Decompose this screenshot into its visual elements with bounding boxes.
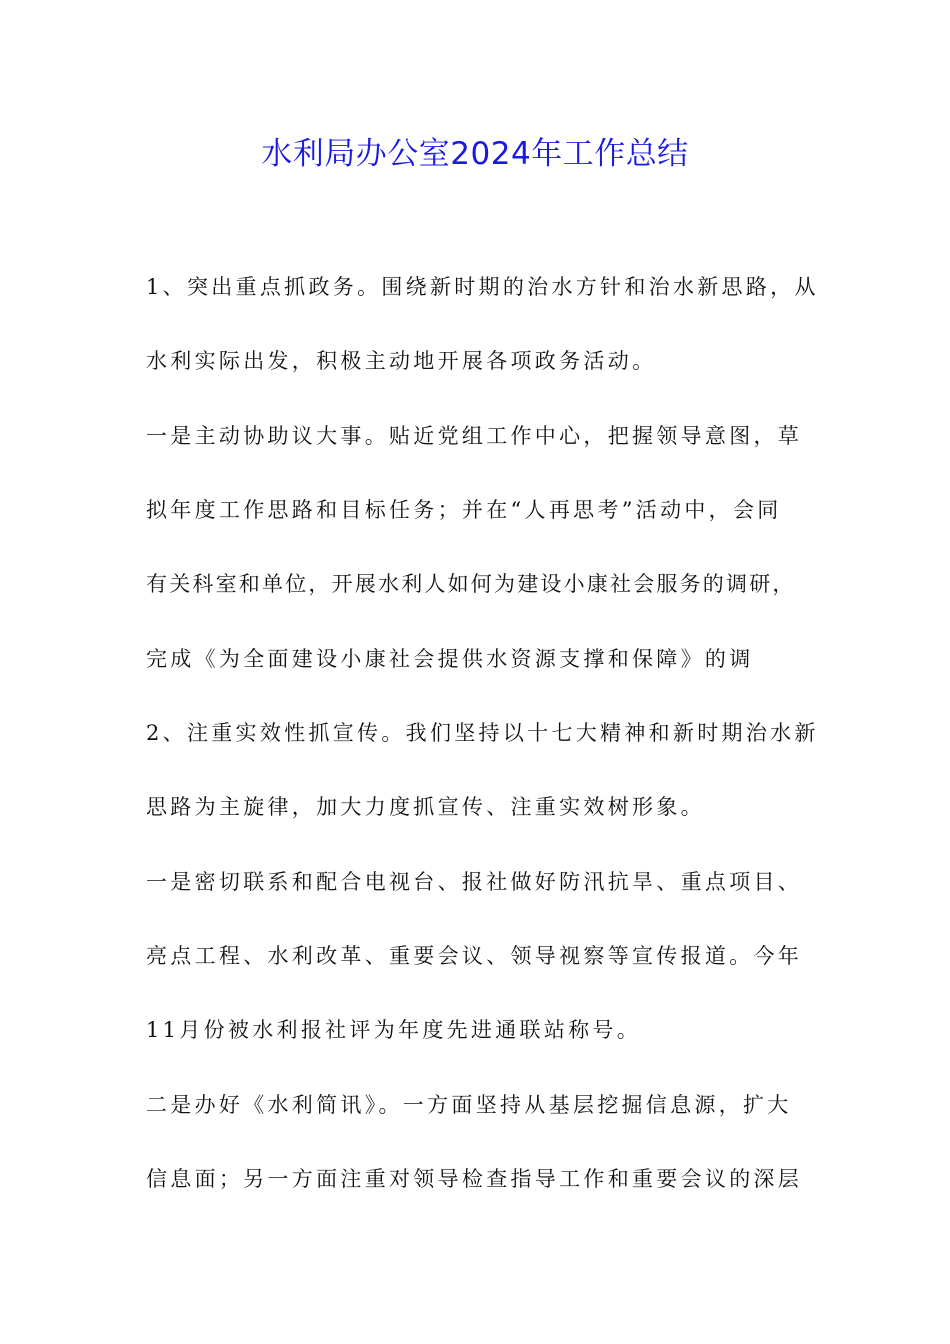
paragraph-line: 1、突出重点抓政务。围绕新时期的治水方针和治水新思路，从	[146, 275, 819, 299]
paragraph-line: 有关科室和单位，开展水利人如何为建设小康社会服务的调研，	[146, 572, 796, 596]
paragraph-line: 信息面；另一方面注重对领导检查指导工作和重要会议的深层	[146, 1167, 803, 1191]
paragraph-line: 完成《为全面建设小康社会提供水资源支撑和保障》的调	[146, 647, 754, 671]
paragraph-line: 亮点工程、水利改革、重要会议、领导视察等宣传报道。今年	[146, 944, 803, 968]
paragraph-line: 思路为主旋律，加大力度抓宣传、注重实效树形象。	[146, 795, 705, 819]
paragraph-line: 一是主动协助议大事。贴近党组工作中心，把握领导意图，草	[146, 424, 803, 448]
document-title: 水利局办公室2024年工作总结	[261, 136, 689, 172]
paragraph-line: 二是办好《水利简讯》。一方面坚持从基层挖掘信息源，扩大	[146, 1093, 792, 1117]
paragraph-line: 水利实际出发，积极主动地开展各项政务活动。	[146, 349, 657, 373]
paragraph-line: 2、注重实效性抓宣传。我们坚持以十七大精神和新时期治水新	[146, 721, 819, 745]
paragraph-line: 一是密切联系和配合电视台、报社做好防汛抗旱、重点项目、	[146, 870, 803, 894]
paragraph-line: 拟年度工作思路和目标任务；并在“人再思考”活动中，会同	[146, 498, 782, 522]
paragraph-line: 11月份被水利报社评为年度先进通联站称号。	[146, 1018, 642, 1042]
